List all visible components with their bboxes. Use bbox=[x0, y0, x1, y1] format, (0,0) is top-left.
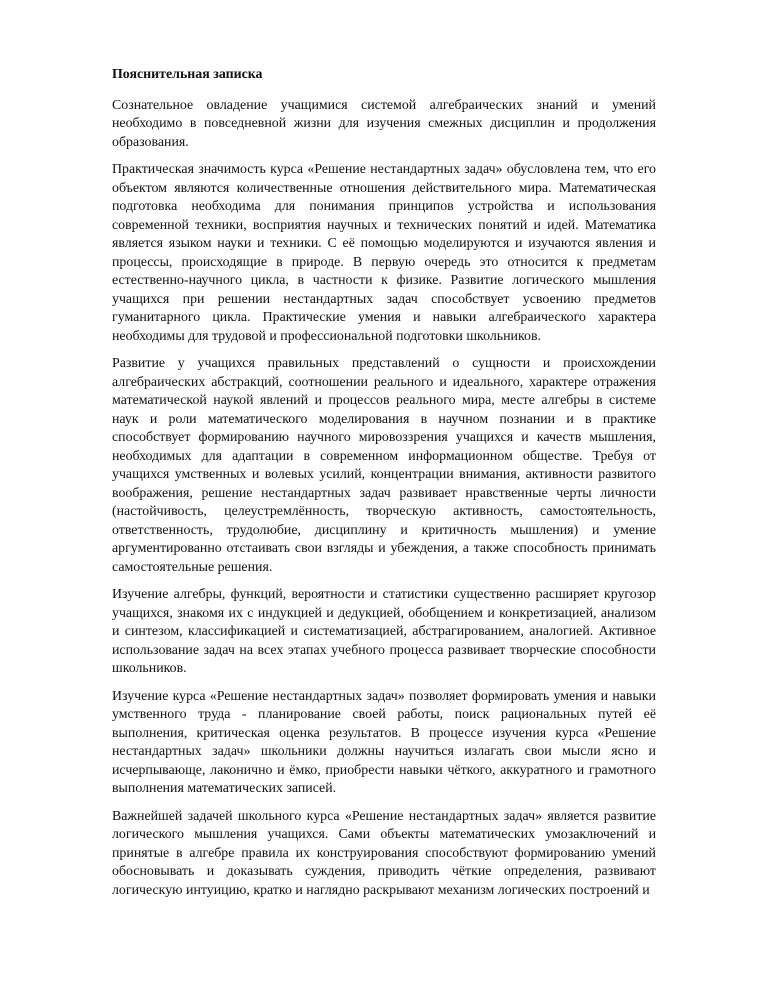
document-title: Пояснительная записка bbox=[112, 67, 263, 82]
paragraph-2: Практическая значимость курса «Решение нестандартных задач» обусловлена тем, что его объектом являются количественные отношения действительного мира. Математическая подготовка необходима для понимания принципов устройства и использования современной техники, восприятия научных и технических понятий и идей. Математика является языком науки и техники. С её помощью моделируются и изучаются явления и процессы, происходящие в природе. В первую очередь это относится к предметам естественно-научного цикла, в частности к физике. Развитие логического мышления учащихся при решении нестандартных задач способствует усвоению предметов гуманитарного цикла. Практические умения и навыки алгебраического характера необходимы для трудовой и профессиональной подготовки школьников. bbox=[112, 162, 656, 344]
paragraph-6: Важнейшей задачей школьного курса «Решение нестандартных задач» является развитие логического мышления учащихся. Сами объекты математических умозаключений и принятые в алгебре правила их конструирования способствуют формированию умений обосновывать и доказывать суждения, приводить чёткие определения, развивают логическую интуицию, кратко и наглядно раскрывают механизм логических построений и bbox=[112, 808, 656, 898]
paragraph-1: Сознательное овладение учащимися системой алгебраических знаний и умений необходимо в повседневной жизни для изучения смежных дисциплин и продолжения образования. bbox=[112, 97, 656, 150]
document-page bbox=[112, 66, 656, 909]
paragraph-3: Развитие у учащихся правильных представлений о сущности и происхождении алгебраических абстракций, соотношении реального и идеального, характере отражения математической наукой явлений и процессов реального мира, месте алгебры в системе наук и роли математического моделирования в научном познании и в практике способствует формированию научного мировоззрения учащихся и качеств мышления, необходимых для адаптации в современном информационном обществе. Требуя от учащихся умственных и волевых усилий, концентрации внимания, активности развитого воображения, решение нестандартных задач развивает нравственные черты личности (настойчивость, целеустремлённость, творческую активность, самостоятельность, ответственность, трудолюбие, дисциплину и критичность мышления) и умение аргументированно отстаивать свои взгляды и убеждения, а также способность принимать самостоятельные решения. bbox=[112, 356, 656, 575]
paragraph-4: Изучение алгебры, функций, вероятности и статистики существенно расширяет кругозор учащихся, знакомя их с индукцией и дедукцией, обобщением и конкретизацией, анализом и синтезом, классификацией и систематизацией, абстрагированием, аналогией. Активное использование задач на всех этапах учебного процесса развивает творческие способности школьников. bbox=[112, 587, 656, 676]
paragraph-5: Изучение курса «Решение нестандартных задач» позволяет формировать умения и навыки умственного труда - планирование своей работы, поиск рациональных путей её выполнения, критическая оценка результатов. В процессе изучения курса «Решение нестандартных задач» школьники должны научиться излагать свои мысли ясно и исчерпывающе, лаконично и ёмко, приобрести навыки чёткого, аккуратного и грамотного выполнения математических записей. bbox=[112, 688, 656, 796]
